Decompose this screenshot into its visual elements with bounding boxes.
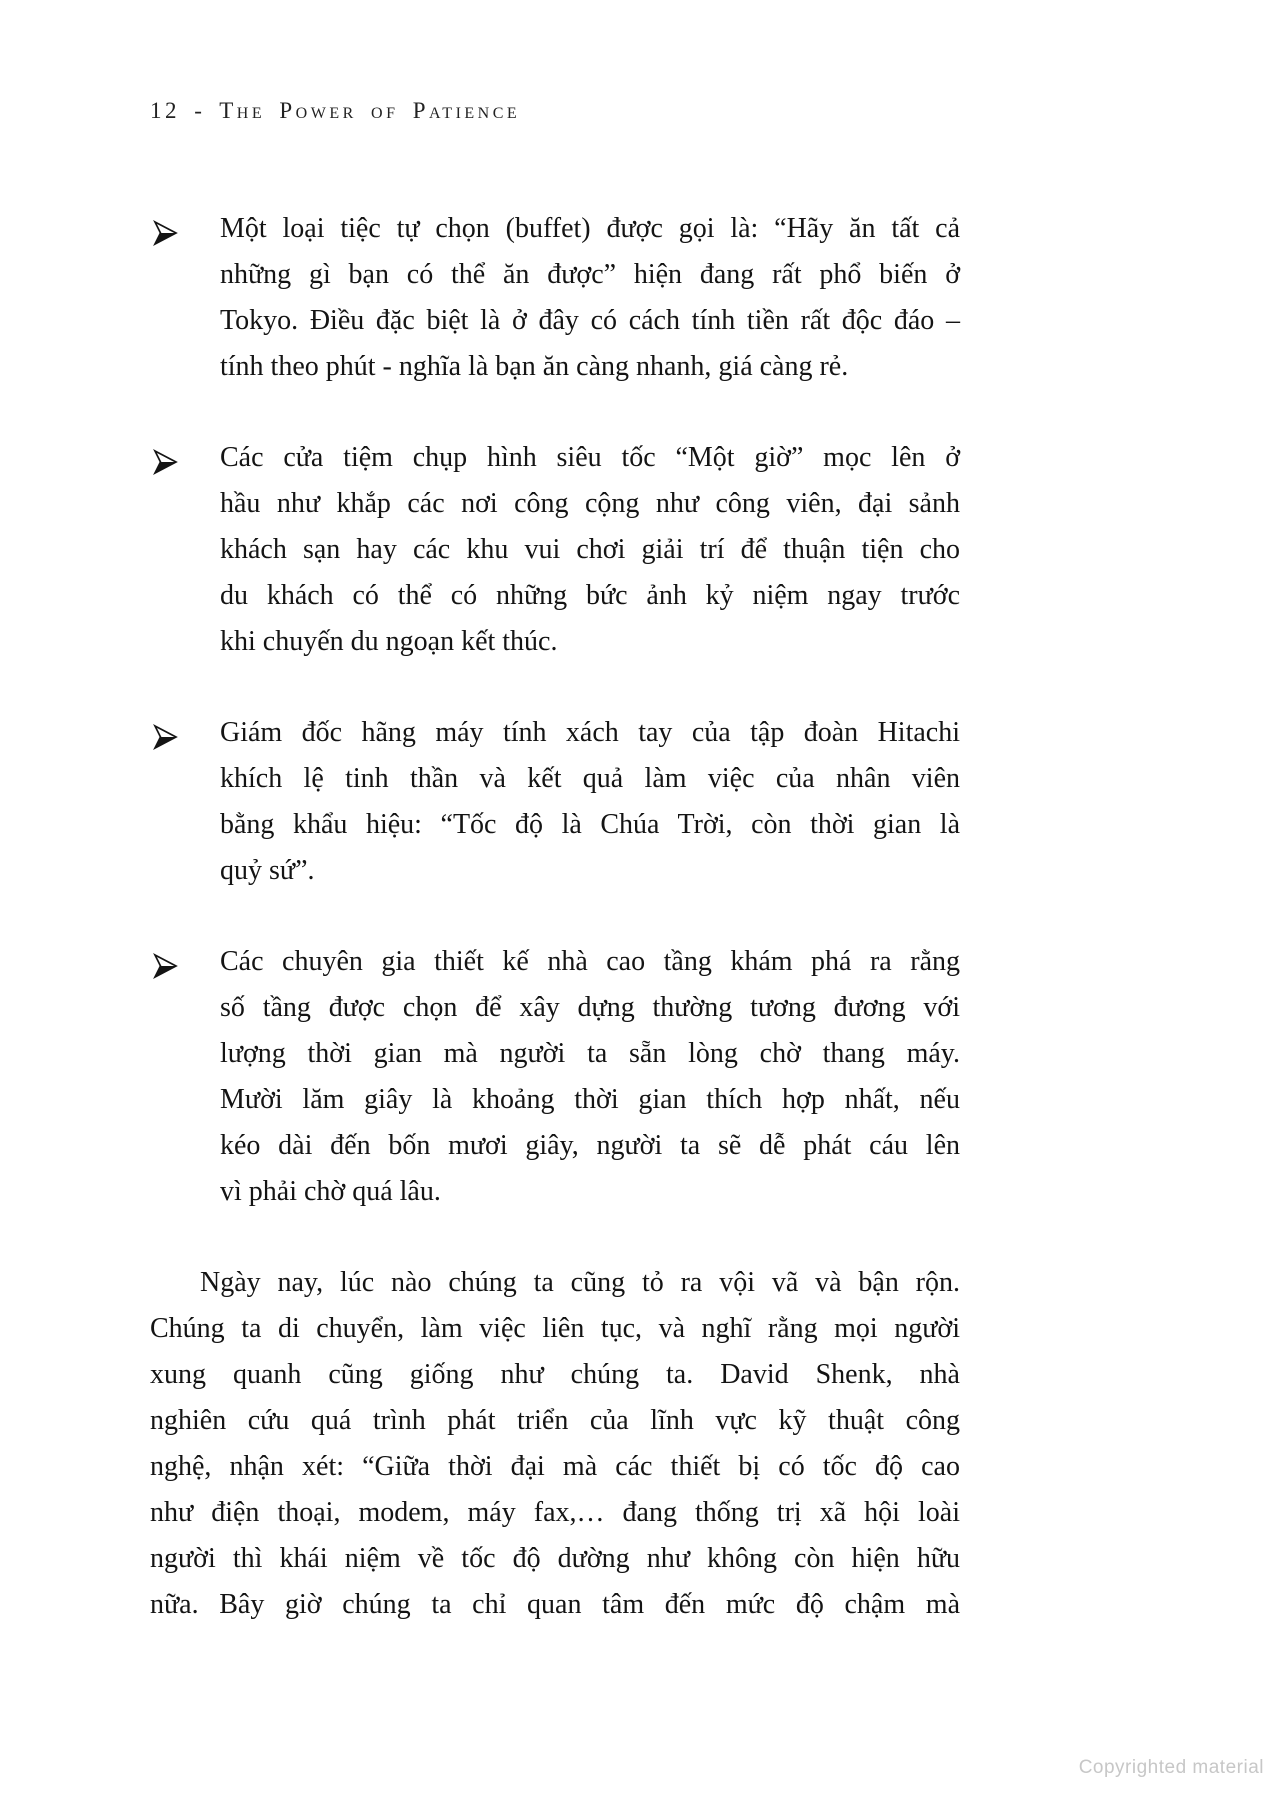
text-line: Chúng ta di chuyển, làm việc liên tục, và nghĩ rằng mọi người [150,1313,960,1344]
text-line: nghệ, nhận xét: “Giữa thời đại mà các thiết bị có tốc độ cao [150,1451,960,1482]
text-line: nghiên cứu quá trình phát triển của lĩnh vực kỹ thuật công [150,1405,960,1436]
text-line: Giám đốc hãng máy tính xách tay của tập đoàn Hitachi [220,717,960,748]
arrow-bullet-icon [152,720,180,748]
text-line: khi chuyến du ngoạn kết thúc. [220,626,558,657]
bullet-paragraph [150,435,960,665]
text-line: tính theo phút - nghĩa là bạn ăn càng nhanh, giá càng rẻ. [220,351,849,382]
text-line: như điện thoại, modem, máy fax,… đang thống trị xã hội loài [150,1497,960,1528]
bullet-text [220,435,960,665]
copyright-watermark: Copyrighted material [1078,1757,1264,1778]
text-line: Một loại tiệc tự chọn (buffet) được gọi là: “Hãy ăn tất cả [220,213,960,244]
text-line: Ngày nay, lúc nào chúng ta cũng tỏ ra vội vã và bận rộn. [200,1267,960,1298]
running-header: 12 - The Power of Patience [150,98,521,123]
bullet-paragraph [150,206,960,390]
text-line: xung quanh cũng giống như chúng ta. David Shenk, nhà [150,1359,960,1390]
arrow-bullet-icon [152,216,180,244]
text-line: du khách có thể có những bức ảnh kỷ niệm ngay trước [220,580,960,611]
text-line: khích lệ tinh thần và kết quả làm việc của nhân viên [220,763,960,794]
arrow-bullet-icon [152,949,180,977]
arrow-bullet-icon [152,445,180,473]
page-content [150,206,960,1628]
bullet-paragraph [150,939,960,1215]
text-line: bằng khẩu hiệu: “Tốc độ là Chúa Trời, còn thời gian là [220,809,960,840]
text-line: vì phải chờ quá lâu. [220,1176,441,1207]
text-line: người thì khái niệm về tốc độ dường như không còn hiện hữu [150,1543,960,1574]
body-paragraph [150,1260,960,1628]
bullet-text [220,939,960,1215]
text-line: quỷ sứ”. [220,855,315,886]
text-line: những gì bạn có thể ăn được” hiện đang rất phổ biến ở [220,259,960,290]
text-line: nữa. Bây giờ chúng ta chỉ quan tâm đến mức độ chậm mà [150,1589,960,1620]
bullet-text [220,710,960,894]
text-line: hầu như khắp các nơi công cộng như công viên, đại sảnh [220,488,960,519]
text-line: Tokyo. Điều đặc biệt là ở đây có cách tính tiền rất độc đáo – [220,305,960,336]
text-line: Các chuyên gia thiết kế nhà cao tầng khám phá ra rằng [220,946,960,977]
text-line: lượng thời gian mà người ta sẵn lòng chờ thang máy. [220,1038,960,1069]
text-line: Các cửa tiệm chụp hình siêu tốc “Một giờ” mọc lên ở [220,442,960,473]
text-line: số tầng được chọn để xây dựng thường tương đương với [220,992,960,1023]
bullet-paragraph [150,710,960,894]
text-line: kéo dài đến bốn mươi giây, người ta sẽ dễ phát cáu lên [220,1130,960,1161]
bullet-text [220,206,960,390]
text-line: khách sạn hay các khu vui chơi giải trí để thuận tiện cho [220,534,960,565]
text-line: Mười lăm giây là khoảng thời gian thích hợp nhất, nếu [220,1084,960,1115]
